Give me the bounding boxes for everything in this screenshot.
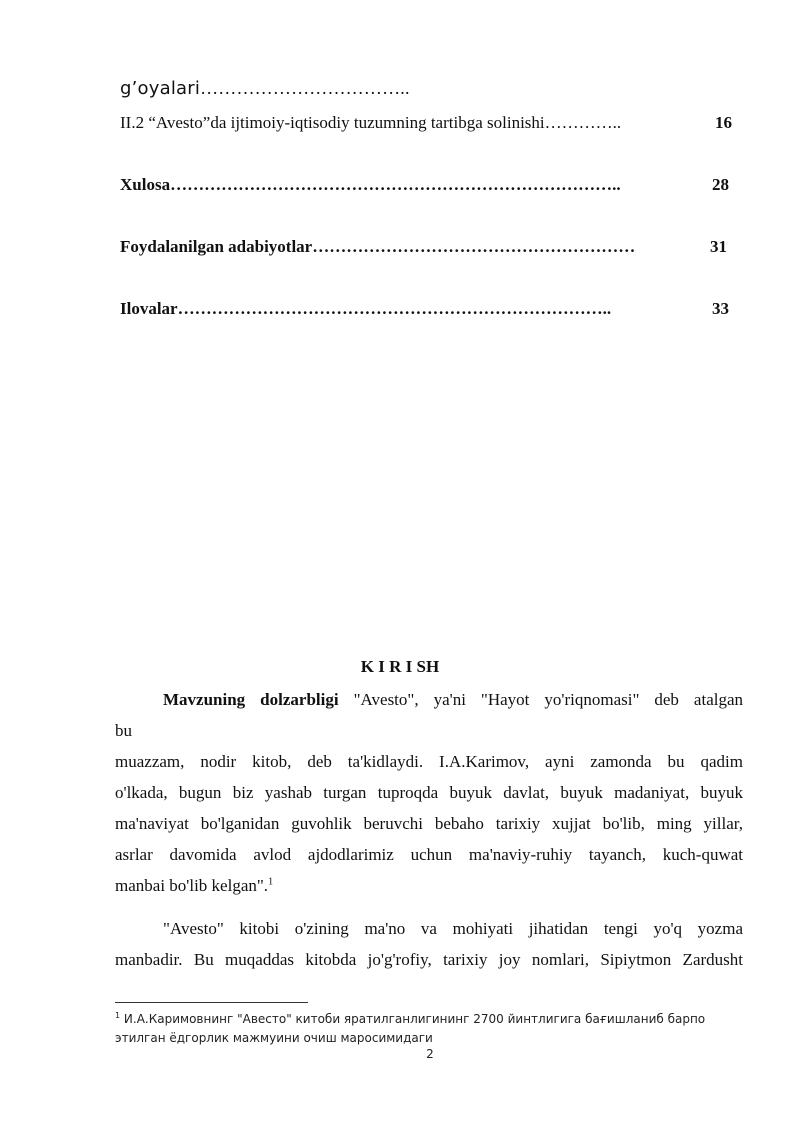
toc-entry-label: Ilovalar………………………………………………………………….. (120, 299, 612, 318)
toc-entry-label: II.2 “Avesto”da ijtimoiy-iqtisodiy tuzumning tartibga solinishi………….. (120, 113, 622, 132)
paragraph-line (115, 913, 743, 944)
toc-entry-page: 28 (712, 175, 729, 194)
footnote (115, 1010, 755, 1048)
paragraph-line: ma'naviyat bo'lganidan guvohlik beruvchi bebaho tarixiy xujjat bo'lib, ming yillar, (115, 814, 743, 833)
toc-continuation-text: g’oyalari (120, 78, 201, 99)
footnote-reference[interactable]: 1 (268, 876, 274, 888)
lead-phrase: Mavzuning dolzarbligi (163, 690, 339, 709)
footnote-number: 1 (115, 1011, 121, 1020)
paragraph-line: asrlar davomida avlod ajdodlarimiz uchun ma'naviy-ruhiy tayanch, kuch-quwat (115, 845, 743, 864)
toc-entry-page: 33 (712, 299, 729, 318)
toc-entry-label: Foydalanilgan adabiyotlar………………………………………………… (120, 237, 636, 256)
footnote-separator (115, 1002, 308, 1003)
toc-continuation (120, 78, 410, 99)
paragraph-line (115, 684, 743, 715)
paragraph-line (115, 870, 743, 901)
toc-continuation-leader: …………………………….. (200, 78, 410, 98)
paragraph-line: muazzam, nodir kitob, deb ta'kidlaydi. I.A.Karimov, ayni zamonda bu qadim (115, 752, 743, 771)
paragraph-line: o'lkada, bugun biz yashab turgan tuproqda buyuk davlat, buyuk madaniyat, buyuk (115, 783, 743, 802)
toc-entry-page: 16 (715, 113, 732, 132)
line-text: "Avesto" kitobi o'zining ma'no va mohiyati jihatidan tengi yo'q yozma (163, 919, 743, 938)
toc-entry-label: Xulosa…………………………………………………………………….. (120, 175, 621, 194)
intro-paragraph (115, 684, 743, 901)
toc-entry-page: 31 (710, 237, 727, 256)
paragraph-line: bu (115, 721, 132, 740)
section-heading: K I R I SH (360, 657, 440, 676)
line-text: "Avesto", ya'ni "Hayot yo'riqnomasi" deb atalgan (338, 690, 744, 709)
line-text: manbai bo'lib kelgan". (115, 876, 269, 895)
page-number: 2 (426, 1047, 434, 1061)
intro-paragraph-2 (115, 913, 743, 975)
footnote-text: И.А.Каримовнинг "Авесто" китоби яратилганлигининг 2700 йинтлигига бағишланиб барпо этилган ёдгорлик мажмуини очиш маросимидаги (115, 1012, 706, 1045)
paragraph-line: manbadir. Bu muqaddas kitobda jo'g'rofiy, tarixiy joy nomlari, Sipiytmon Zardusht (115, 950, 743, 969)
